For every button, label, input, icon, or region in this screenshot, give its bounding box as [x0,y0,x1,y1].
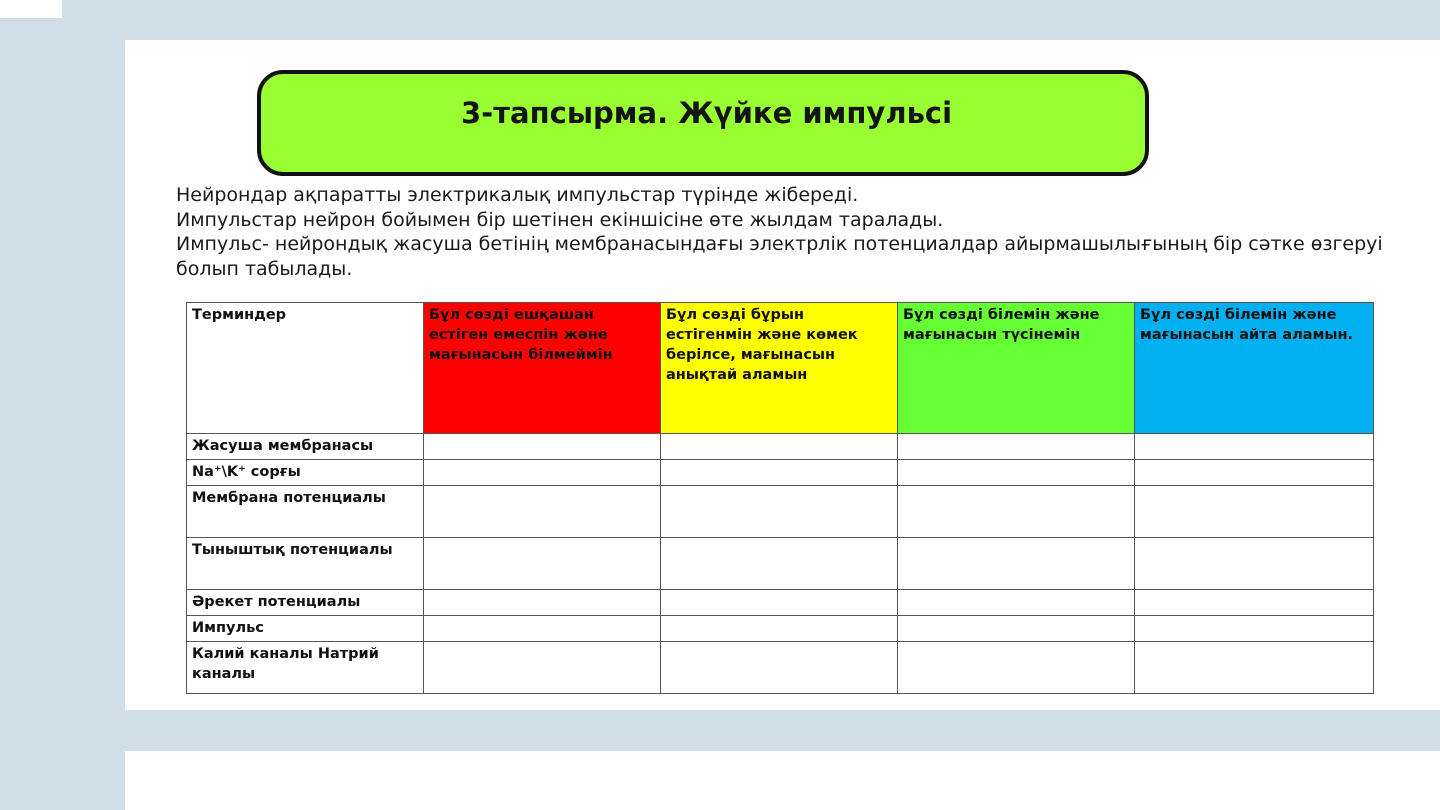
answer-cell[interactable] [424,642,661,694]
answer-cell[interactable] [424,538,661,590]
table-row [187,538,1374,590]
answer-cell[interactable] [424,486,661,538]
header-never-heard: Бұл сөзді ешқашан естіген емеспін және мағынасын білмеймін [424,303,661,434]
answer-cell[interactable] [661,486,898,538]
answer-cell[interactable] [1135,486,1374,538]
bottom-white-band [125,751,1440,810]
header-terms: Терминдер [187,303,424,434]
row-label-na-k-pump: Na⁺\K⁺ сорғы [187,460,424,486]
answer-cell[interactable] [898,434,1135,460]
top-left-white-tab [0,0,62,18]
answer-cell[interactable] [424,590,661,616]
row-label-channels: Калий каналы Натрий каналы [187,642,424,694]
table-row [187,434,1374,460]
answer-cell[interactable] [661,538,898,590]
table-row [187,486,1374,538]
answer-cell[interactable] [661,460,898,486]
table-row [187,616,1374,642]
row-label-cell-membrane: Жасуша мембранасы [187,434,424,460]
answer-cell[interactable] [424,434,661,460]
answer-cell[interactable] [898,642,1135,694]
answer-cell[interactable] [661,434,898,460]
answer-cell[interactable] [898,616,1135,642]
answer-cell[interactable] [1135,434,1374,460]
intro-text [176,183,1416,281]
title-banner [257,70,1149,176]
answer-cell[interactable] [898,460,1135,486]
header-know-explain: Бұл сөзді білемін және мағынасын айта аламын. [1135,303,1374,434]
slide-title: 3-тапсырма. Жүйке импульсі [461,96,953,130]
answer-cell[interactable] [661,616,898,642]
answer-cell[interactable] [1135,460,1374,486]
answer-cell[interactable] [661,590,898,616]
answer-cell[interactable] [1135,616,1374,642]
row-label-impulse: Импульс [187,616,424,642]
answer-cell[interactable] [1135,538,1374,590]
intro-line-3: Импульс- нейрондық жасуша бетінің мембранасындағы электрлік потенциалдар айырмашылығының бір сәтке өзгеруі болып табылады. [176,233,1383,280]
row-label-action-potential: Әрекет потенциалы [187,590,424,616]
answer-cell[interactable] [661,642,898,694]
answer-cell[interactable] [1135,590,1374,616]
header-know-understand: Бұл сөзді білемін және мағынасын түсінемін [898,303,1135,434]
answer-cell[interactable] [424,616,661,642]
answer-cell[interactable] [424,460,661,486]
terms-table [186,302,1374,694]
answer-cell[interactable] [1135,642,1374,694]
answer-cell[interactable] [898,590,1135,616]
table-row [187,590,1374,616]
intro-line-1: Нейрондар ақпаратты электрикалық импульстар түрінде жібереді. [176,184,859,206]
table-row [187,642,1374,694]
table-row [187,460,1374,486]
table-header-row [187,303,1374,434]
row-label-resting-potential: Тыныштық потенциалы [187,538,424,590]
answer-cell[interactable] [898,538,1135,590]
intro-line-2: Импульстар нейрон бойымен бір шетінен екіншісіне өте жылдам таралады. [176,208,944,231]
row-label-membrane-potential: Мембрана потенциалы [187,486,424,538]
answer-cell[interactable] [898,486,1135,538]
header-heard-before: Бұл сөзді бұрын естігенмін және көмек берілсе, мағынасын анықтай аламын [661,303,898,434]
